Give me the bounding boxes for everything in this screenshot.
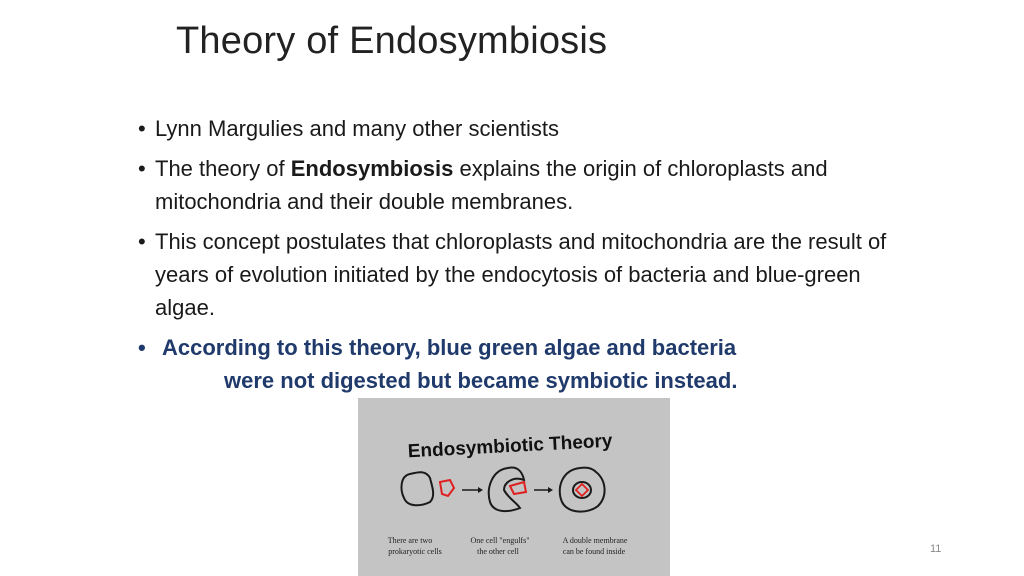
slide-title: Theory of Endosymbiosis [176,20,608,62]
outer-cell-2 [489,468,524,512]
bullet-item [138,112,898,145]
figure-captions [388,536,628,556]
bullet-item [138,152,898,218]
two-prokaryotic-cells [402,472,454,505]
bullet-text: This concept postulates that chloroplasts and mitochondria are the result of years of evolution initiated by the endocytosis of bacteria and blue-green algae. [155,229,887,320]
arrow-1 [462,487,483,493]
bullet-text-pre: The theory of [155,156,291,181]
bullet-highlight-line-1: According to this theory, blue green algae and bacteria [162,335,737,360]
bullet-dot: • [138,229,146,254]
caption-1-line-1: There are two [387,536,433,545]
caption-2-line-1: One cell "engulfs" [470,536,530,545]
caption-1-line-2: prokaryotic cells [388,547,442,556]
outer-cell-1 [402,472,434,505]
bullet-item [138,225,898,324]
inner-cell-1 [440,480,454,496]
outer-cell-3 [560,468,605,512]
page-number: 11 [930,543,942,555]
bullet-text-post: explains the origin of chloroplasts and mitochondria and their double membranes. [155,156,828,214]
inner-cell-3 [576,484,588,496]
bullet-text-bold: Endosymbiosis [290,156,454,181]
bullet-dot: • [138,335,146,360]
caption-3-line-1: A double membrane [562,536,628,545]
bullet-item-highlight [138,331,898,397]
figure-drawing [358,398,670,576]
engulfing-cell [489,468,526,512]
bullet-highlight-line-2: were not digested but became symbiotic instead. [224,368,738,393]
bullet-text: Lynn Margulies and many other scientists [155,116,559,141]
bullet-dot: • [138,116,146,141]
bullet-list [138,112,898,404]
figure-heading: Endosymbiotic Theory [407,430,613,463]
inner-cell-2 [510,482,526,494]
endosymbiotic-theory-figure [358,398,670,576]
bullet-dot: • [138,156,146,181]
caption-3-line-2: can be found inside [562,547,626,556]
double-membrane-cell [560,468,605,512]
caption-2-line-2: the other cell [477,547,519,556]
arrow-2 [534,487,553,493]
